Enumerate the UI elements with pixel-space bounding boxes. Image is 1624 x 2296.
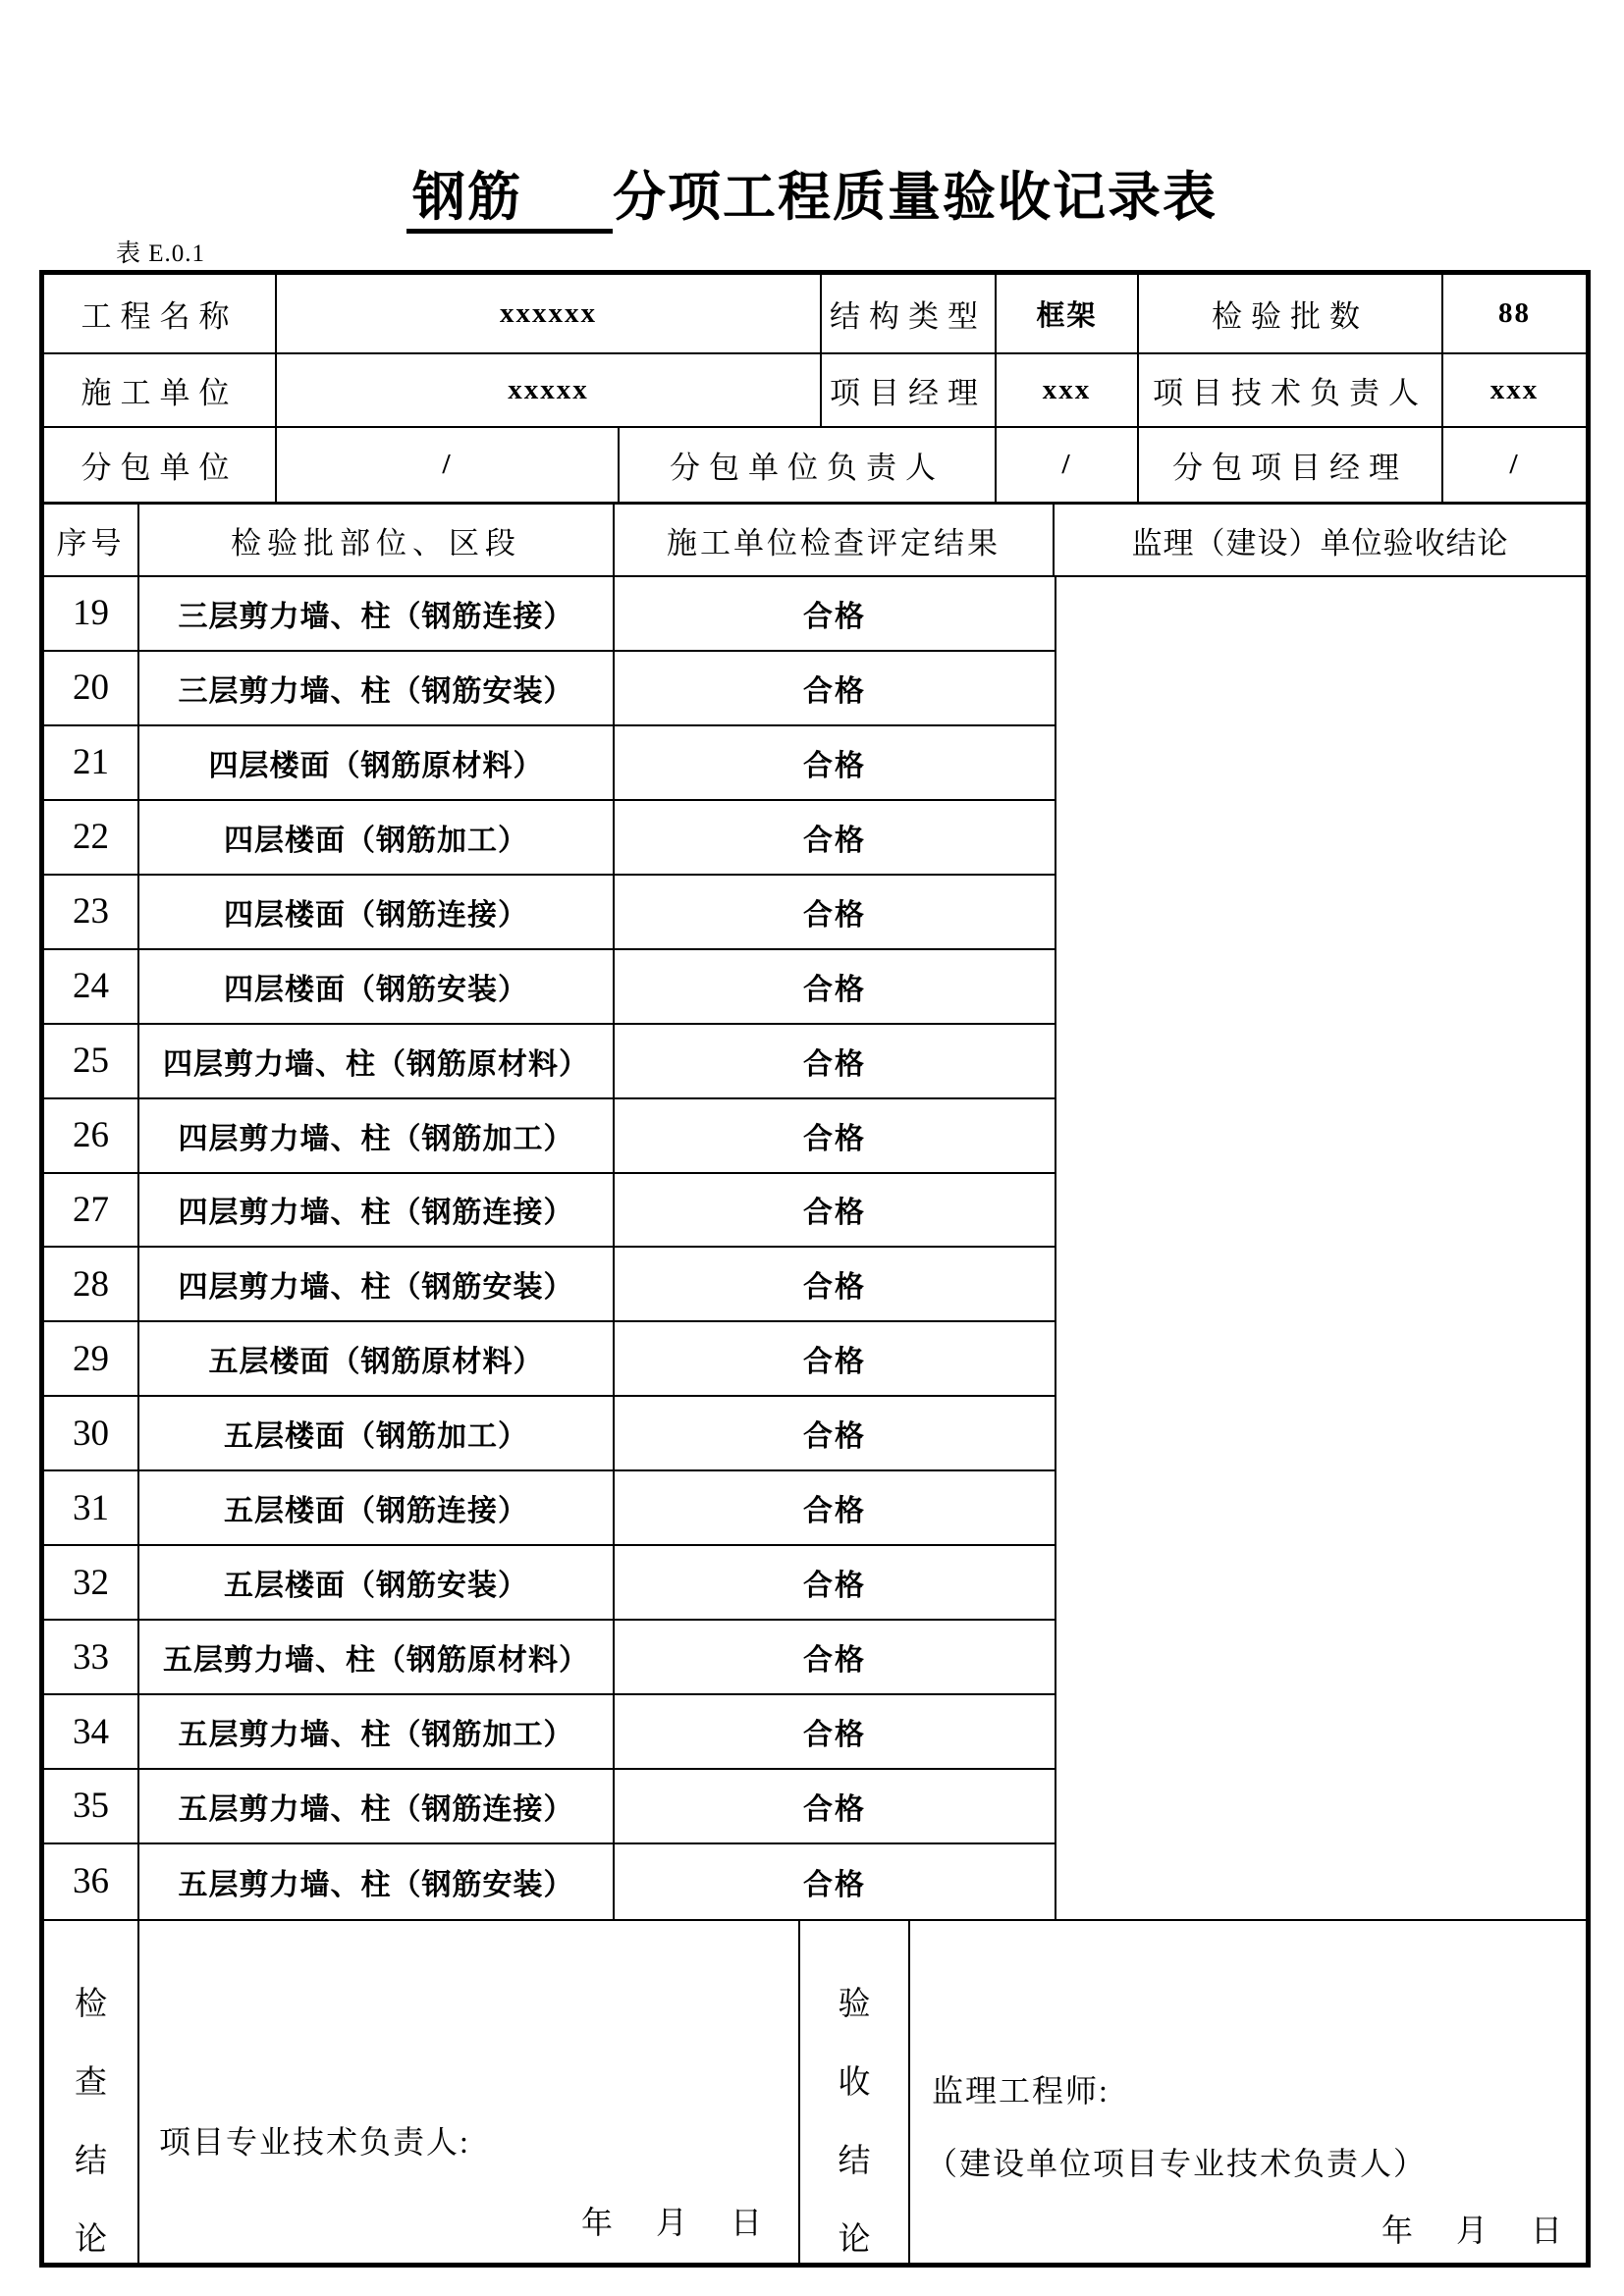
acceptance-record-table: [39, 270, 1591, 2268]
subcontractor-value: /: [277, 428, 620, 502]
subcontractor-head-value: /: [997, 428, 1139, 502]
acceptance-conclusion-char: 论: [838, 2222, 871, 2259]
table-row: [44, 1174, 1056, 1249]
project-name-label: 工程名称: [44, 275, 277, 352]
row-seq: 32: [44, 1546, 139, 1619]
row-result: 合格: [615, 876, 1056, 948]
row-result: 合格: [615, 652, 1056, 724]
row-result: 合格: [615, 1174, 1056, 1247]
check-conclusion-char: 检: [75, 1987, 107, 2023]
row-result: 合格: [615, 950, 1056, 1023]
project-manager-label: 项目经理: [822, 354, 997, 426]
row-location: 四层剪力墙、柱（钢筋安装）: [139, 1248, 615, 1320]
header-seq: 序号: [44, 505, 139, 575]
row-seq: 31: [44, 1471, 139, 1544]
row-location: 四层楼面（钢筋安装）: [139, 950, 615, 1023]
row-location: 五层剪力墙、柱（钢筋安装）: [139, 1844, 615, 1919]
page-title: [0, 155, 1624, 231]
signature-section: [44, 1921, 1586, 2263]
row-result: 合格: [615, 577, 1056, 650]
table-row: [44, 1099, 1056, 1174]
row-seq: 28: [44, 1248, 139, 1320]
row-result: 合格: [615, 1397, 1056, 1469]
acceptance-conclusion-char: 结: [838, 2144, 871, 2180]
row-result: 合格: [615, 1471, 1056, 1544]
table-row: [44, 876, 1056, 950]
table-row: [44, 1025, 1056, 1099]
row-seq: 29: [44, 1322, 139, 1395]
row-result: 合格: [615, 1248, 1056, 1320]
row-result: 合格: [615, 1695, 1056, 1768]
tech-director-value: xxx: [1489, 374, 1540, 405]
inspection-batch-area: [44, 577, 1586, 1921]
row-seq: 26: [44, 1099, 139, 1172]
batch-count-label: 检验批数: [1139, 275, 1443, 352]
row-seq: 35: [44, 1770, 139, 1842]
subcontract-pm-label: 分包项目经理: [1139, 428, 1443, 502]
row-result: 合格: [615, 1546, 1056, 1619]
contractor-value: xxxxx: [277, 354, 822, 426]
row-seq: 30: [44, 1397, 139, 1469]
table-row: [44, 652, 1056, 726]
row-seq: 24: [44, 950, 139, 1023]
table-row: [44, 801, 1056, 876]
table-row: [44, 950, 1056, 1025]
check-conclusion-content: [139, 1921, 800, 2263]
row-seq: 33: [44, 1621, 139, 1693]
subcontractor-head-label: 分包单位负责人: [620, 428, 997, 502]
row-location: 四层楼面（钢筋连接）: [139, 876, 615, 948]
acceptance-conclusion-char: 收: [838, 2065, 871, 2102]
table-row: [44, 1397, 1056, 1471]
table-row: [44, 1621, 1056, 1695]
acceptance-conclusion-label: [800, 1921, 910, 2263]
acceptance-conclusion-content: [910, 1921, 1586, 2263]
row-location: 三层剪力墙、柱（钢筋安装）: [139, 652, 615, 724]
title-underlined-part: 钢筋: [406, 168, 613, 234]
inspection-rows: [44, 577, 1056, 1919]
header-result: 施工单位检查评定结果: [615, 505, 1055, 575]
row-result: 合格: [615, 1099, 1056, 1172]
tech-director-label: 项目技术负责人: [1139, 354, 1443, 426]
row-seq: 25: [44, 1025, 139, 1097]
subcontractor-label: 分包单位: [44, 428, 277, 502]
table-row: [44, 1322, 1056, 1397]
supervisor-sign-line: 监理工程师:: [932, 2072, 1110, 2109]
row-location: 四层楼面（钢筋原材料）: [139, 726, 615, 799]
table-row: [44, 1546, 1056, 1621]
row-location: 五层剪力墙、柱（钢筋加工）: [139, 1695, 615, 1768]
row-seq: 19: [44, 577, 139, 650]
row-seq: 22: [44, 801, 139, 874]
check-date-line: 年 月 日: [581, 2204, 763, 2240]
structure-type-label: 结构类型: [822, 275, 997, 352]
column-header-row: [44, 504, 1586, 577]
tech-director-sign-line: 项目专业技术负责人:: [159, 2123, 470, 2160]
row-location: 五层剪力墙、柱（钢筋连接）: [139, 1770, 615, 1842]
owner-tech-director-note: （建设单位项目专业技术负责人）: [926, 2145, 1428, 2181]
row-location: 五层剪力墙、柱（钢筋原材料）: [139, 1621, 615, 1693]
table-row: [44, 1770, 1056, 1844]
row-result: 合格: [615, 801, 1056, 874]
table-number-label: 表 E.0.1: [116, 240, 206, 267]
acceptance-conclusion-char: 验: [838, 1987, 871, 2023]
info-row-project: [44, 275, 1586, 354]
subcontract-pm-value: /: [1509, 449, 1520, 480]
table-row: [44, 726, 1056, 801]
row-seq: 34: [44, 1695, 139, 1768]
header-conclusion: 监理（建设）单位验收结论: [1131, 525, 1509, 561]
supervision-conclusion-cell: [1056, 577, 1586, 1919]
row-result: 合格: [615, 1025, 1056, 1097]
table-row: [44, 577, 1056, 652]
row-seq: 23: [44, 876, 139, 948]
row-seq: 36: [44, 1844, 139, 1919]
row-location: 五层楼面（钢筋连接）: [139, 1471, 615, 1544]
row-seq: 27: [44, 1174, 139, 1247]
table-row: [44, 1248, 1056, 1322]
row-location: 三层剪力墙、柱（钢筋连接）: [139, 577, 615, 650]
row-result: 合格: [615, 1322, 1056, 1395]
row-seq: 20: [44, 652, 139, 724]
info-row-contractor: [44, 354, 1586, 428]
row-location: 五层楼面（钢筋加工）: [139, 1397, 615, 1469]
row-result: 合格: [615, 1844, 1056, 1919]
title-rest: 分项工程质量验收记录表: [613, 168, 1218, 227]
project-manager-value: xxx: [997, 354, 1139, 426]
row-location: 四层剪力墙、柱（钢筋连接）: [139, 1174, 615, 1247]
row-location: 五层楼面（钢筋安装）: [139, 1546, 615, 1619]
check-conclusion-char: 查: [75, 2065, 107, 2102]
check-conclusion-char: 论: [75, 2222, 107, 2259]
check-conclusion-char: 结: [75, 2144, 107, 2180]
header-location: 检验批部位、区段: [139, 505, 615, 575]
project-name-value: xxxxxx: [277, 275, 822, 352]
row-location: 四层剪力墙、柱（钢筋原材料）: [139, 1025, 615, 1097]
row-result: 合格: [615, 1770, 1056, 1842]
row-location: 四层楼面（钢筋加工）: [139, 801, 615, 874]
structure-type-value: 框架: [997, 275, 1139, 352]
check-conclusion-label: [44, 1921, 139, 2263]
row-seq: 21: [44, 726, 139, 799]
row-result: 合格: [615, 726, 1056, 799]
row-location: 五层楼面（钢筋原材料）: [139, 1322, 615, 1395]
row-result: 合格: [615, 1621, 1056, 1693]
batch-count-value: 88: [1498, 297, 1531, 329]
row-location: 四层剪力墙、柱（钢筋加工）: [139, 1099, 615, 1172]
table-row: [44, 1844, 1056, 1919]
acceptance-date-line: 年 月 日: [1381, 2212, 1563, 2248]
contractor-label: 施工单位: [44, 354, 277, 426]
info-row-subcontractor: [44, 428, 1586, 504]
table-row: [44, 1471, 1056, 1546]
table-row: [44, 1695, 1056, 1770]
